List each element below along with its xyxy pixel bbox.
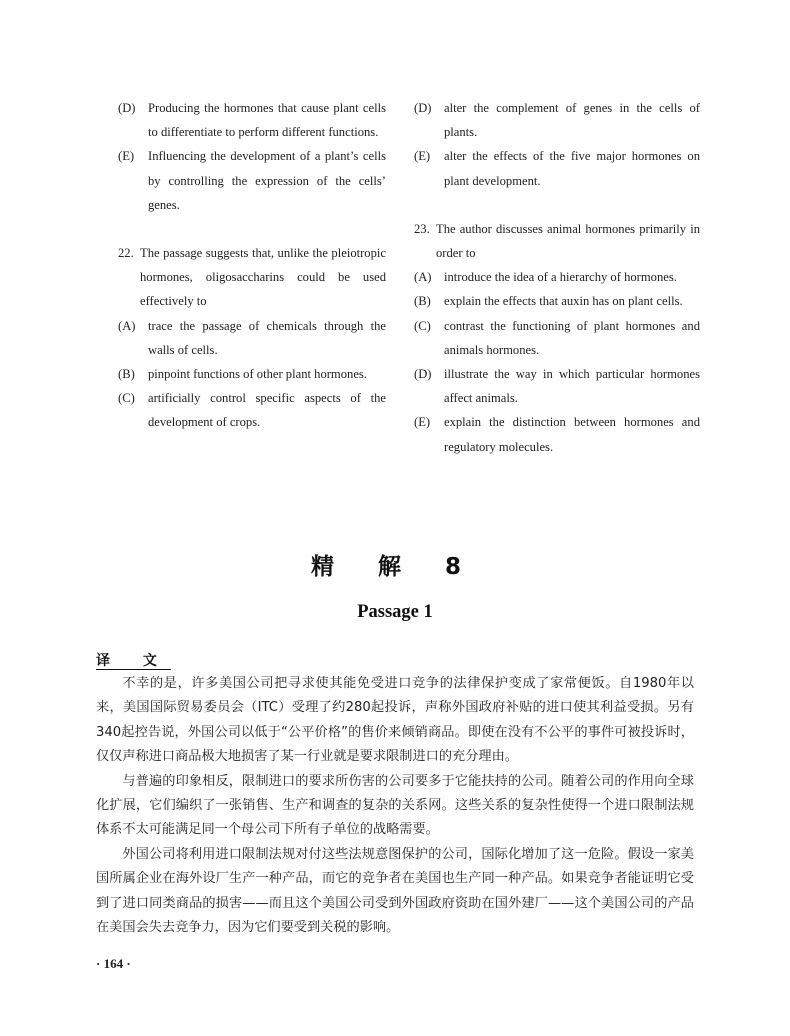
paragraph-3: 外国公司将利用进口限制法规对付这些法规意图保护的公司，国际化增加了这一危险。假设一家美国所属企业在海外设厂生产一种产品，而它的竞争者在美国也生产同一种产品。如果竞争者能证明它受到了进口同类商品的损害——而且这个美国公司受到外国政府资助在国外建厂——这个美国公司的产品在美国会失去竞争力，因为它们要受到关税的影响。	[96, 846, 694, 936]
section-title: 精 解 8	[310, 554, 480, 580]
option-label: (E)	[414, 149, 431, 164]
option-text: introduce the idea of a hierarchy of hormones.	[444, 270, 677, 285]
option-label: (D)	[118, 101, 136, 115]
option-text: trace the passage of chemicals through the walls of cells.	[148, 318, 386, 357]
option-text: pinpoint functions of other plant hormones.	[148, 367, 367, 382]
option-text: illustrate the way in which particular hormones affect animals.	[444, 367, 700, 406]
question-22	[118, 241, 386, 314]
option-label: (A)	[118, 318, 136, 333]
left-column	[118, 96, 386, 435]
option-text: Influencing the development of a plant’s cells by controlling the expression of the cells’ genes.	[148, 149, 386, 212]
question-number: 22.	[118, 246, 134, 261]
q23-option-e	[414, 410, 700, 458]
q22-option-e	[414, 144, 700, 192]
passage-title: Passage 1	[357, 602, 433, 622]
option-label: (E)	[118, 149, 135, 164]
q23-option-b	[414, 289, 700, 313]
question-23	[414, 217, 700, 265]
option-label: (B)	[414, 294, 431, 309]
translation-body	[96, 672, 694, 940]
option-label: (C)	[118, 391, 135, 406]
q23-option-c	[414, 314, 700, 362]
option-label: (C)	[414, 318, 431, 333]
translation-label: 译 文	[96, 653, 171, 669]
q22-option-c	[118, 386, 386, 434]
option-label: (D)	[414, 367, 432, 382]
q23-option-d	[414, 362, 700, 410]
option-label: (A)	[414, 270, 432, 285]
q21-option-d	[118, 96, 386, 144]
option-label: (D)	[414, 101, 432, 115]
q22-option-b	[118, 362, 386, 386]
option-text: contrast the functioning of plant hormones and animals hormones.	[444, 318, 700, 357]
q21-option-e	[118, 144, 386, 217]
paragraph-2: 与普遍的印象相反，限制进口的要求所伤害的公司要多于它能扶持的公司。随着公司的作用向全球化扩展，它们编织了一张销售、生产和调查的复杂的关系网。这些关系的复杂性使得一个进口限制法规体系不太可能满足同一个母公司下所有子单位的战略需要。	[96, 773, 694, 838]
option-text: Producing the hormones that cause plant cells to differentiate to perform different functions.	[148, 101, 386, 140]
option-text: explain the distinction between hormones and regulatory molecules.	[444, 415, 700, 454]
option-text: artificially control specific aspects of the development of crops.	[148, 391, 386, 430]
option-text: explain the effects that auxin has on plant cells.	[444, 294, 683, 309]
question-stem: The passage suggests that, unlike the pleiotropic hormones, oligosaccharins could be used effectively to	[140, 246, 386, 309]
q22-option-a	[118, 314, 386, 362]
q22-option-d	[414, 96, 700, 144]
page-number: · 164 ·	[96, 956, 131, 971]
right-column	[414, 96, 700, 459]
question-number: 23.	[414, 221, 430, 236]
paragraph-1: 不幸的是，许多美国公司把寻求使其能免受进口竞争的法律保护变成了家常便饭。自1980年以来，美国国际贸易委员会（ITC）受理了约280起投诉，声称外国政府补贴的进口使其利益受损。另有340起控告说，外国公司以低于“公平价格”的售价来倾销商品。即使在没有不公平的事件可被投诉时，仅仅声称进口商品极大地损害了某一行业就是要求限制进口的充分理由。	[96, 676, 694, 765]
option-label: (B)	[118, 367, 135, 382]
option-label: (E)	[414, 415, 431, 430]
option-text: alter the effects of the five major hormones on plant development.	[444, 149, 700, 188]
question-stem: The author discusses animal hormones primarily in order to	[436, 221, 700, 261]
option-text: alter the complement of genes in the cells of plants.	[444, 101, 700, 140]
q23-option-a	[414, 265, 700, 289]
